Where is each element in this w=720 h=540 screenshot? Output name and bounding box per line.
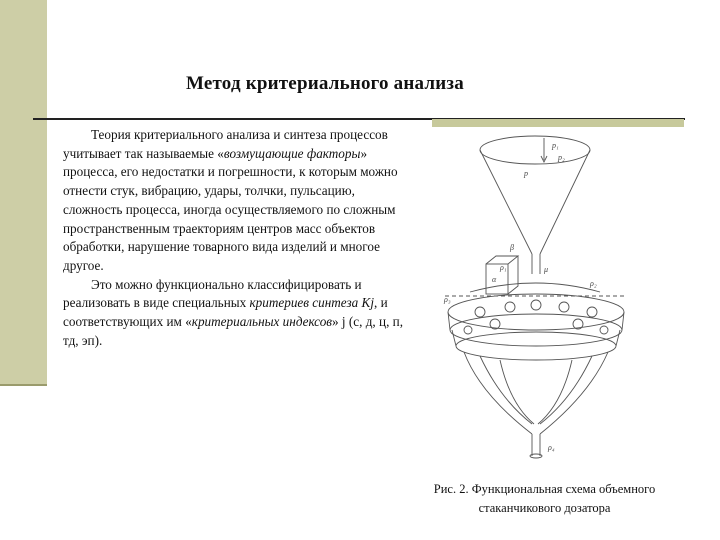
label-alpha: α: [492, 275, 497, 284]
upper-disc: [448, 294, 624, 330]
paragraph-2-end: » j (с, д, ц, п, тд, эп).: [63, 314, 404, 348]
label-rho1: ρ₁: [500, 263, 507, 272]
slide-title: Метод критериального анализа: [186, 73, 464, 94]
paragraph-1-emphasis: возмущающие факторы: [223, 145, 361, 161]
label-p2: р₂: [558, 153, 565, 162]
hopper-rim: [480, 136, 590, 164]
label-rho4: ρ₄: [548, 443, 555, 452]
decorative-side-bar: [0, 0, 47, 385]
upper-arc: [470, 283, 600, 292]
paragraph-2-start: Это можно функционально классифицировать и реализовать в виде специальных: [63, 276, 362, 311]
paragraph-2-emphasis-1: критериев синтеза Kj: [249, 295, 374, 311]
disc-sides: [448, 312, 624, 330]
hopper-neck: [532, 254, 540, 274]
paragraph-2-middle: , и соответствующих им «: [63, 295, 388, 330]
decorative-side-bar-underline: [0, 384, 47, 386]
figure-caption-line-2: стаканчикового дозатора: [478, 501, 611, 515]
label-mu: μ: [544, 265, 549, 274]
paragraph-2-emphasis-2: критериальных индексов: [191, 314, 333, 330]
dispenser-diagram: [440, 124, 632, 464]
cup-guide: [500, 360, 572, 424]
body-text: [63, 126, 413, 350]
side-block-side: [508, 256, 518, 294]
figure-caption: [392, 480, 697, 518]
label-rho3: ρ₃: [444, 295, 451, 304]
lower-cone: [464, 352, 608, 434]
label-p: р: [524, 169, 528, 178]
outlet: [532, 434, 540, 456]
paragraph-1: [63, 126, 413, 276]
figure-caption-line-1: Рис. 2. Функциональная схема объемного: [433, 482, 656, 496]
label-beta: β: [510, 243, 514, 252]
inner-cone: [480, 356, 592, 424]
paragraph-2: [63, 276, 413, 351]
hopper-walls: [480, 150, 590, 254]
paragraph-1-start: Теория критериального анализа и синтеза процессов учитывает так называемые «: [63, 127, 388, 161]
dispenser-diagram-svg: [440, 124, 632, 464]
paragraph-1-end: » процесса, его недостатки и погрешности, к которым можно отнести стук, вибрацию, удары, толчки, пульсацию, сложность процесса, иногда осуществляемого по сложным пространственным траекториям центров масс объектов обработки, нарушение товарного вида изделий и многое другое.: [63, 145, 398, 273]
label-rho2: ρ₂: [590, 279, 597, 288]
label-p1: р₁: [552, 141, 559, 150]
